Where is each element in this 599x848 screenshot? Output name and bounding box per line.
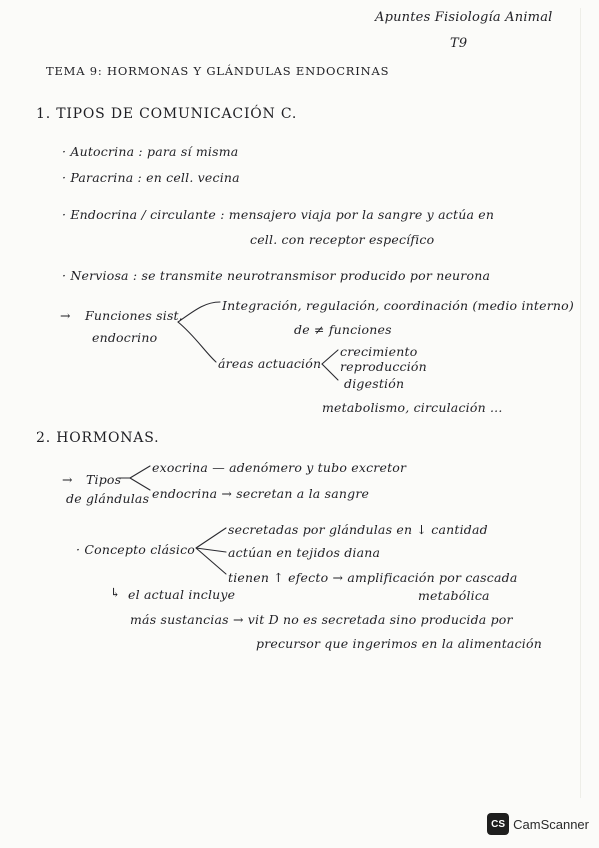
- camscanner-name: CamScanner: [513, 816, 589, 832]
- camscanner-watermark: [487, 812, 589, 836]
- list-item-autocrina: · Autocrina : para sí misma: [62, 144, 239, 159]
- page-title: TEMA 9: HORMONAS Y GLÁNDULAS ENDOCRINAS: [46, 64, 390, 78]
- branch-integracion: Integración, regulación, coordinación (medio interno): [222, 298, 574, 313]
- list-item-endocrina: · Endocrina / circulante : mensajero viaja por la sangre y actúa en: [62, 207, 495, 222]
- arrow-label: →: [60, 308, 71, 323]
- branch-integracion-cont: de ≠ funciones: [294, 322, 392, 337]
- tipo-exocrina: exocrina — adenómero y tubo excretor: [152, 460, 407, 475]
- funciones-label-cont: endocrino: [92, 330, 158, 345]
- funciones-label: Funciones sist.: [85, 308, 183, 323]
- hook-arrow: ↳: [110, 585, 121, 600]
- sub-crecimiento: crecimiento: [340, 344, 418, 359]
- concepto-item-metabolica: metabólica: [418, 588, 490, 603]
- concepto-label: · Concepto clásico: [76, 542, 195, 557]
- concepto-actual: el actual incluye: [128, 587, 236, 602]
- arrow-label-2: →: [62, 472, 73, 487]
- tipos-label-cont: de glándulas: [66, 491, 150, 506]
- section2-heading: 2. HORMONAS.: [36, 430, 160, 446]
- concepto-precursor: precursor que ingerimos en la alimentación: [256, 636, 542, 651]
- concepto-item-efecto: tienen ↑ efecto → amplificación por cascada: [228, 570, 518, 585]
- sub-digestion: digestión: [344, 376, 405, 391]
- unit-label: T9: [450, 36, 468, 51]
- sub-reproduccion: reproducción: [340, 359, 427, 374]
- tipo-endocrina: endocrina → secretan a la sangre: [152, 486, 370, 501]
- branch-areas: áreas actuación: [218, 356, 322, 371]
- tipos-label: Tipos: [86, 472, 122, 487]
- concepto-item-secretadas: secretadas por glándulas en ↓ cantidad: [228, 522, 488, 537]
- course-header: Apuntes Fisiología Animal: [375, 10, 553, 25]
- list-item-endocrina-cont: cell. con receptor específico: [250, 232, 435, 247]
- sub-metabolismo: metabolismo, circulación ...: [322, 400, 503, 415]
- camscanner-logo-icon: CS: [487, 813, 509, 835]
- list-item-nerviosa: · Nerviosa : se transmite neurotransmisor producido por neurona: [62, 268, 491, 283]
- concepto-item-actuan: actúan en tejidos diana: [228, 545, 381, 560]
- section1-heading: 1. TIPOS DE COMUNICACIÓN C.: [36, 106, 298, 122]
- concepto-mas: más sustancias → vit D no es secretada sino producida por: [130, 612, 513, 627]
- list-item-paracrina: · Paracrina : en cell. vecina: [62, 170, 240, 185]
